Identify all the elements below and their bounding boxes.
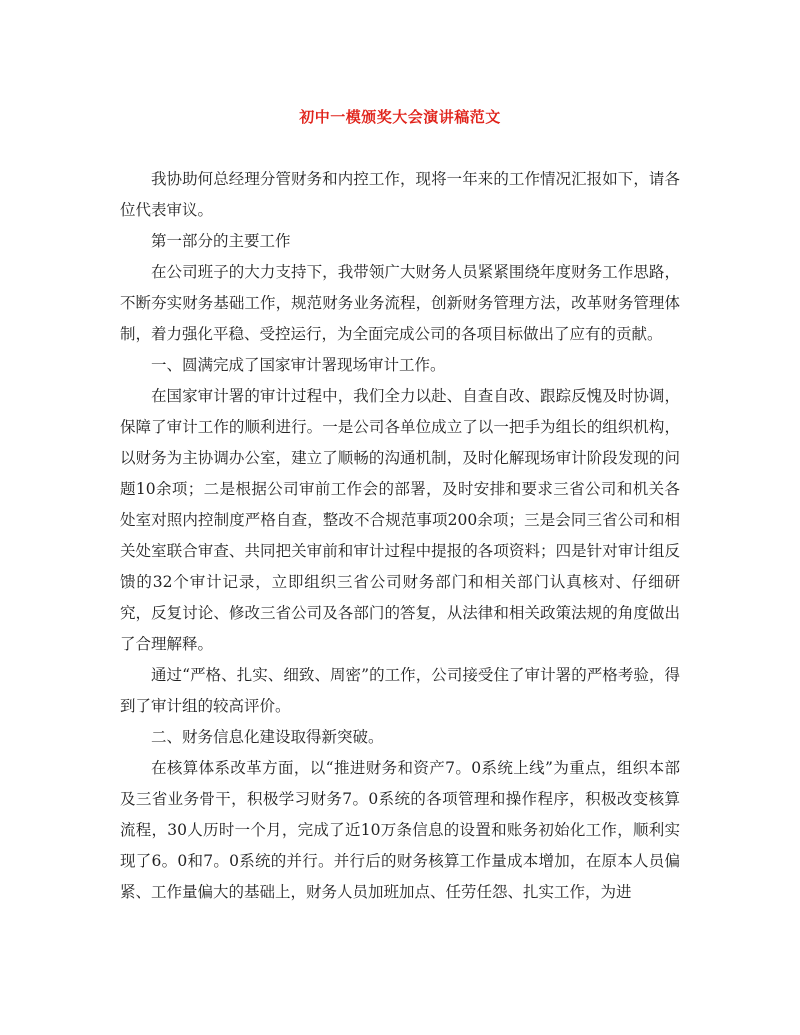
paragraph-audit-details: 在国家审计署的审计过程中，我们全力以赴、自查自改、跟踪反愧及时协调，保障了审计工作的顺利进行。一是公司各单位成立了以一把手为组长的组织机构，以财务为主协调办公室，建立了顺畅的沟通机制，及时化解现场审计阶段发现的问题10余项；二是根据公司审前工作会的部署，及时安排和要求三省公司和机关各处室对照内控制度严格自查，整改不合规范事项200余项；三是会同三省公司和相关处室联合审查、共同把关审前和审计过程中提报的各项资料；四是针对审计组反馈的32个审计记录，立即组织三省公司财务部门和相关部门认真核对、仔细研究，反复讨论、修改三省公司及各部门的答复，从法律和相关政策法规的角度做出了合理解释。 [120, 387, 680, 653]
paragraph-item-one-heading: 一、圆满完成了国家审计署现场审计工作。 [151, 356, 446, 374]
paragraph-system-reform: 在核算体系改革方面，以“推进财务和资产7。0系统上线”为重点，组织本部及三省业务骨干，积极学习财务7。0系统的各项管理和操作程序，积极改变核算流程，30人历时一个月，完成了近10万条信息的设置和账务初始化工作，顺利实现了6。0和7。0系统的并行。并行后的财务核算工作量成本增加，在原本人员偏紧、工作量偏大的基础上，财务人员加班加点、任劳任怨、扎实工作，为进 [120, 759, 680, 901]
paragraph-audit-result: 通过“严格、扎实、细致、周密”的工作，公司接受住了审计署的严格考验，得到了审计组的较高评价。 [120, 666, 680, 715]
document-body [120, 164, 680, 908]
paragraph-overview: 在公司班子的大力支持下，我带领广大财务人员紧紧围绕年度财务工作思路，不断夯实财务基础工作，规范财务业务流程，创新财务管理方法，改革财务管理体制，着力强化平稳、受控运行，为全面完成公司的各项目标做出了应有的贡献。 [120, 263, 680, 343]
paragraph-item-two-heading: 二、财务信息化建设取得新突破。 [151, 728, 384, 746]
paragraph-intro: 我协助何总经理分管财务和内控工作，现将一年来的工作情况汇报如下，请各位代表审议。 [120, 170, 680, 219]
paragraph-section-heading: 第一部分的主要工作 [151, 232, 291, 250]
document-title: 初中一模颁奖大会演讲稿范文 [299, 108, 501, 126]
